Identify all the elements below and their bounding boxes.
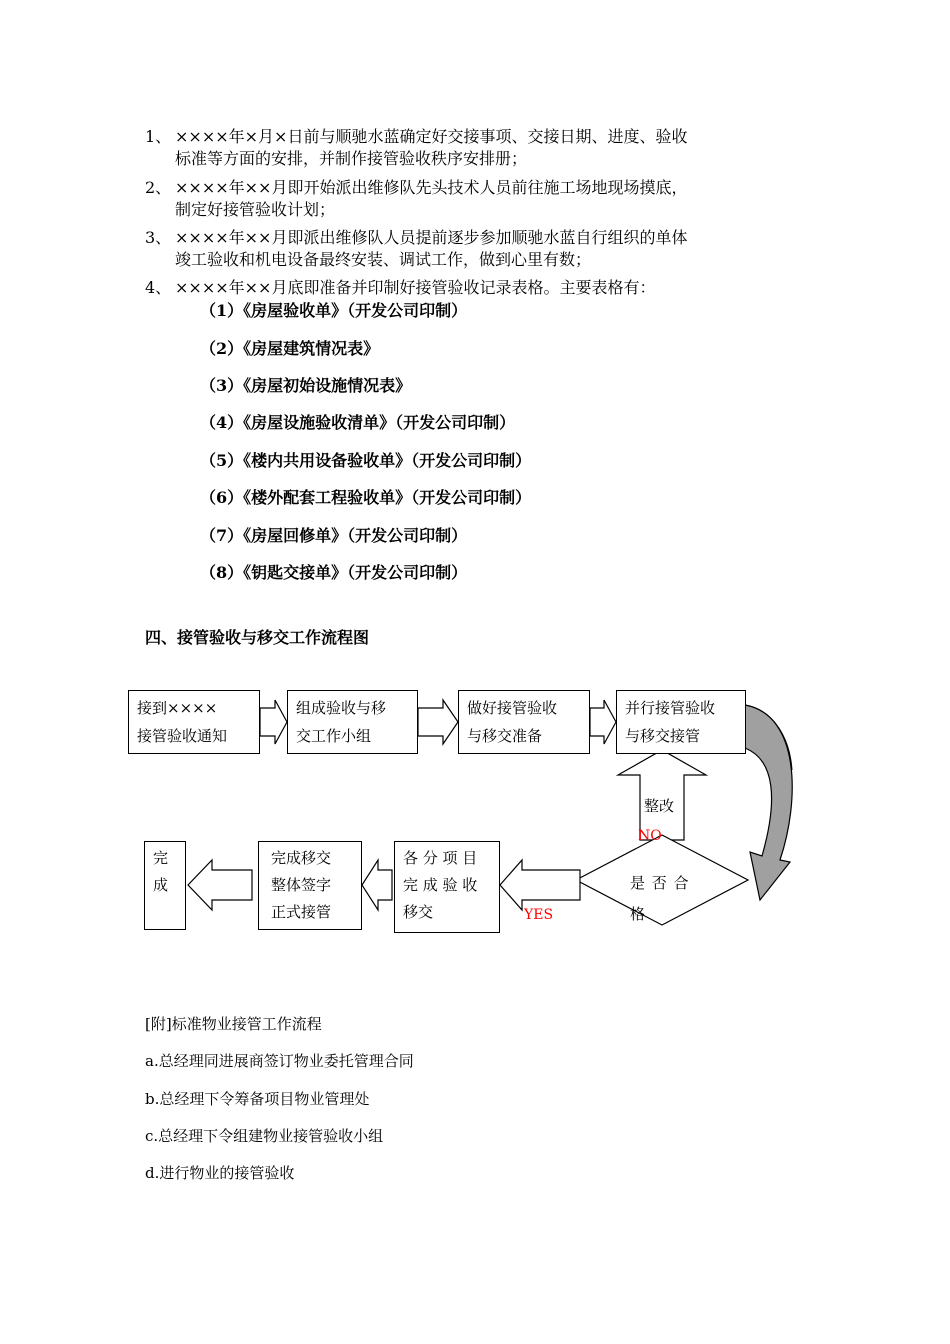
flow-step-sign-off bbox=[258, 841, 362, 930]
step-text: 各 分 项 目 bbox=[403, 849, 478, 867]
flow-arrow-3 bbox=[590, 700, 616, 744]
flow-step-prepare bbox=[458, 690, 590, 754]
form-item-6: （6）《楼外配套工程验收单》（开发公司印制） bbox=[200, 488, 532, 507]
flow-arrow-2 bbox=[418, 700, 458, 744]
no-label: NO bbox=[638, 828, 662, 844]
step-text: 完 成 验 收 bbox=[403, 876, 478, 894]
step-text: 并行接管验收 bbox=[625, 699, 716, 717]
appendix-item-c: c.总经理下令组建物业接管验收小组 bbox=[145, 1127, 384, 1145]
rectify-label: 整改 bbox=[644, 797, 675, 815]
section-heading: 四、接管验收与移交工作流程图 bbox=[145, 628, 370, 647]
decision-label: 是 否 合 bbox=[630, 874, 690, 892]
item-text-continued: 竣工验收和机电设备最终安装、调试工作，做到心里有数； bbox=[175, 250, 592, 269]
item-number: 4、 bbox=[145, 278, 172, 297]
yes-label: YES bbox=[524, 907, 554, 923]
step-text: 接管验收通知 bbox=[137, 727, 228, 745]
flow-step-subitems-complete bbox=[394, 841, 500, 933]
form-item-8: （8）《钥匙交接单》（开发公司印制） bbox=[200, 563, 468, 582]
form-item-1: （1）《房屋验收单》（开发公司印制） bbox=[200, 301, 468, 320]
step-text: 移交 bbox=[403, 903, 434, 921]
curved-arrow bbox=[745, 705, 792, 900]
flow-step-parallel-takeover bbox=[616, 690, 746, 754]
form-item-2: （2）《房屋建筑情况表》 bbox=[200, 339, 380, 358]
flow-step-complete bbox=[144, 841, 186, 930]
item-text: ××××年××月底即准备并印制好接管验收记录表格。主要表格有： bbox=[175, 278, 656, 297]
flow-step-receive-notice bbox=[128, 690, 260, 754]
flow-arrow-4 bbox=[500, 860, 580, 910]
item-text-continued: 标准等方面的安排，并制作接管验收秩序安排册； bbox=[175, 149, 528, 168]
form-item-5: （5）《楼内共用设备验收单》（开发公司印制） bbox=[200, 451, 532, 470]
step-text: 与移交准备 bbox=[467, 727, 543, 745]
form-item-3: （3）《房屋初始设施情况表》 bbox=[200, 376, 412, 395]
appendix-title: [附]标准物业接管工作流程 bbox=[145, 1015, 322, 1033]
form-item-4: （4）《房屋设施验收清单》（开发公司印制） bbox=[200, 413, 516, 432]
step-text: 接到×××× bbox=[137, 699, 218, 717]
form-item-7: （7）《房屋回修单》（开发公司印制） bbox=[200, 526, 468, 545]
step-text: 整体签字 bbox=[271, 876, 332, 894]
step-text: 与移交接管 bbox=[625, 727, 701, 745]
step-text: 交工作小组 bbox=[296, 727, 372, 745]
step-text: 做好接管验收 bbox=[467, 699, 558, 717]
flow-arrow-1 bbox=[260, 700, 287, 744]
flow-arrow-6 bbox=[188, 860, 252, 910]
decision-label-continued: 格 bbox=[630, 905, 646, 923]
flow-step-form-team bbox=[287, 690, 418, 754]
item-number: 1、 bbox=[145, 127, 172, 146]
step-text: 完 bbox=[153, 849, 169, 867]
step-text: 完成移交 bbox=[271, 849, 332, 867]
appendix-item-d: d.进行物业的接管验收 bbox=[145, 1164, 295, 1182]
appendix-item-b: b.总经理下令筹备项目物业管理处 bbox=[145, 1090, 370, 1108]
item-number: 2、 bbox=[145, 178, 172, 197]
item-text-continued: 制定好接管验收计划； bbox=[175, 200, 336, 219]
item-number: 3、 bbox=[145, 228, 172, 247]
item-text: ××××年×月×日前与顺驰水蓝确定好交接事项、交接日期、进度、验收 bbox=[175, 127, 688, 146]
item-text: ××××年××月即开始派出维修队先头技术人员前往施工场地现场摸底， bbox=[175, 178, 688, 197]
appendix-item-a: a.总经理同进展商签订物业委托管理合同 bbox=[145, 1052, 414, 1070]
step-text: 成 bbox=[153, 876, 169, 894]
step-text: 正式接管 bbox=[271, 903, 332, 921]
flow-arrow-5 bbox=[362, 860, 392, 910]
item-text: ××××年××月即派出维修队人员提前逐步参加顺驰水蓝自行组织的单体 bbox=[175, 228, 688, 247]
step-text: 组成验收与移 bbox=[296, 699, 387, 717]
